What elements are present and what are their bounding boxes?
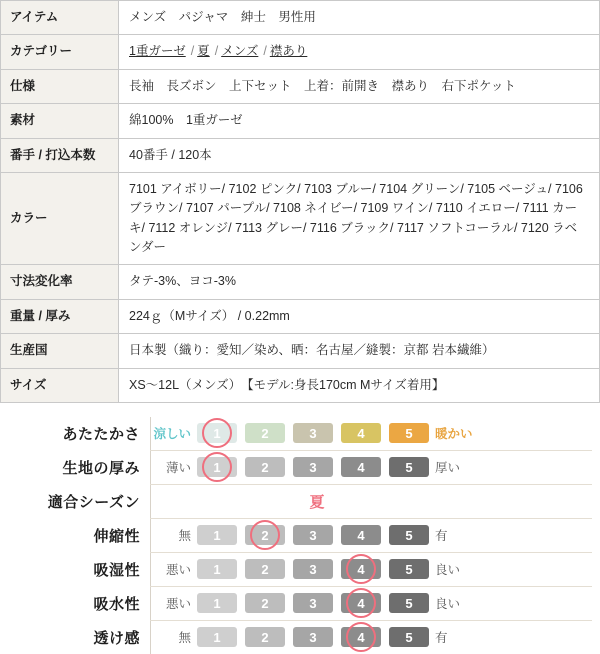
rating-right-label: 良い [435, 563, 461, 578]
rating-cells [197, 457, 429, 477]
rating-left-label: 無 [178, 529, 191, 544]
spec-label: 番手 / 打込本数 [1, 138, 119, 172]
table-row [1, 104, 600, 138]
rating-cells [197, 491, 437, 511]
rating-left-label: 悪い [165, 563, 191, 578]
rating-cell-5: 5 [389, 593, 429, 613]
rating-right-label: 暖かい [435, 427, 473, 442]
rating-cell-1: 1 [197, 593, 237, 613]
rating-chart [0, 417, 600, 654]
rating-cell-5: 5 [389, 423, 429, 443]
rating-row-label: 吸水性 [93, 595, 140, 613]
rating-cell-4: 4 [341, 559, 381, 579]
spec-value: 綿100% 1重ガーゼ [119, 104, 600, 138]
rating-row-label: あたたかさ [62, 425, 140, 443]
rating-cells [197, 423, 429, 443]
rating-row-moisture [0, 553, 592, 586]
rating-left-label: 無 [178, 631, 191, 646]
rating-scale [150, 519, 592, 552]
rating-scale [150, 553, 592, 586]
rating-scale [150, 417, 592, 450]
rating-cell-2: 2 [245, 559, 285, 579]
rating-row-thickness [0, 451, 592, 484]
table-row [1, 1, 600, 35]
rating-scale [150, 451, 592, 484]
rating-cells [197, 525, 429, 545]
rating-scale [150, 587, 592, 620]
rating-scale [150, 485, 592, 518]
rating-cell-3: 3 [293, 525, 333, 545]
table-row [1, 299, 600, 333]
rating-row-season [0, 485, 592, 518]
rating-cell-4: 4 [341, 627, 381, 647]
table-row [1, 35, 600, 69]
rating-cell-4: 4 [341, 457, 381, 477]
rating-cell-5: 5 [389, 525, 429, 545]
rating-row-label: 透け感 [93, 629, 140, 647]
spec-value: タテ-3%、ヨコ-3% [119, 265, 600, 299]
separator: / [263, 44, 267, 59]
rating-row-label: 適合シーズン [47, 493, 140, 511]
spec-value: 日本製（織り：愛知／染め、晒：名古屋／縫製：京都 岩本繊維） [119, 334, 600, 368]
table-row [1, 334, 600, 368]
rating-cell-1: 1 [197, 457, 237, 477]
rating-cell-1: 1 [197, 627, 237, 647]
spec-label: アイテム [1, 1, 119, 35]
rating-right-label: 良い [435, 597, 461, 612]
spec-value: 7101 アイボリー/ 7102 ピンク/ 7103 ブルー/ 7104 グリーン/ 7105 ベージュ/ 7106 ブラウン/ 7107 パープル/ 7108 ネイビー/ 7109 ワイン/ 7110 イエロー/ 7111 カーキ/ 7112 オレンジ/ 7113 グレー/ 7116 ブラック/ 7117 ソフトコーラル/ 7120 ラベンダー [119, 172, 600, 265]
spec-label: 仕様 [1, 69, 119, 103]
separator: / [190, 44, 195, 59]
spec-label: 重量 / 厚み [1, 299, 119, 333]
spec-value: XS〜12L（メンズ） 【モデル:身長170cm Mサイズ着用】 [119, 368, 600, 402]
rating-cell-5: 5 [389, 457, 429, 477]
rating-right-label: 有 [435, 631, 448, 646]
rating-cell-2: 2 [245, 627, 285, 647]
rating-cells [197, 627, 429, 647]
table-row [1, 368, 600, 402]
rating-cell-2: 2 [245, 423, 285, 443]
rating-cell-3: 3 [293, 457, 333, 477]
rating-cell-5: 5 [389, 627, 429, 647]
category-link-mens[interactable]: メンズ [221, 44, 259, 59]
spec-label: 寸法変化率 [1, 265, 119, 299]
rating-row-warmth [0, 417, 592, 450]
rating-right-label: 厚い [435, 461, 461, 476]
separator: / [214, 44, 219, 59]
rating-row-label: 生地の厚み [62, 459, 140, 477]
rating-cells [197, 593, 429, 613]
rating-right-label: 有 [435, 529, 448, 544]
rating-scale [150, 621, 592, 654]
rating-cell-3: 3 [293, 559, 333, 579]
rating-cell-3: 3 [293, 593, 333, 613]
rating-cell-2: 2 [245, 457, 285, 477]
rating-cell-3: 3 [293, 627, 333, 647]
category-link-gauze[interactable]: 1重ガーゼ [129, 44, 186, 59]
table-row [1, 265, 600, 299]
rating-cell-1: 1 [197, 559, 237, 579]
spec-label: 生産国 [1, 334, 119, 368]
season-value: 夏 [309, 494, 325, 512]
rating-row-sheerness [0, 621, 592, 654]
spec-value: 40番手 / 120本 [119, 138, 600, 172]
category-link-collar[interactable]: 襟あり [269, 44, 308, 59]
spec-value-links [119, 35, 600, 69]
rating-left-label: 涼しい [153, 427, 191, 442]
rating-cell-1: 1 [197, 525, 237, 545]
rating-cell-4: 4 [341, 423, 381, 443]
rating-cell-4: 4 [341, 525, 381, 545]
rating-row-water-absorption [0, 587, 592, 620]
table-row [1, 69, 600, 103]
rating-cell-5: 5 [389, 559, 429, 579]
spec-label: カラー [1, 172, 119, 265]
rating-cell-4: 4 [341, 593, 381, 613]
category-link-season[interactable]: 夏 [197, 44, 210, 59]
spec-value: 長袖 長ズボン 上下セット 上着：前開き 襟あり 右下ポケット [119, 69, 600, 103]
rating-cell-3: 3 [293, 423, 333, 443]
spec-label: カテゴリー [1, 35, 119, 69]
spec-value: 224ｇ（Mサイズ） / 0.22mm [119, 299, 600, 333]
spec-label: 素材 [1, 104, 119, 138]
rating-row-stretch [0, 519, 592, 552]
rating-row-label: 伸縮性 [93, 527, 140, 545]
table-row [1, 138, 600, 172]
spec-label: サイズ [1, 368, 119, 402]
rating-row-label: 吸湿性 [93, 561, 140, 579]
rating-cell-2: 2 [245, 525, 285, 545]
spec-value: メンズ パジャマ 紳士 男性用 [119, 1, 600, 35]
rating-cell-1: 1 [197, 423, 237, 443]
table-row [1, 172, 600, 265]
rating-left-label: 悪い [165, 597, 191, 612]
rating-left-label: 薄い [165, 461, 191, 476]
rating-cells [197, 559, 429, 579]
rating-cell-2: 2 [245, 593, 285, 613]
